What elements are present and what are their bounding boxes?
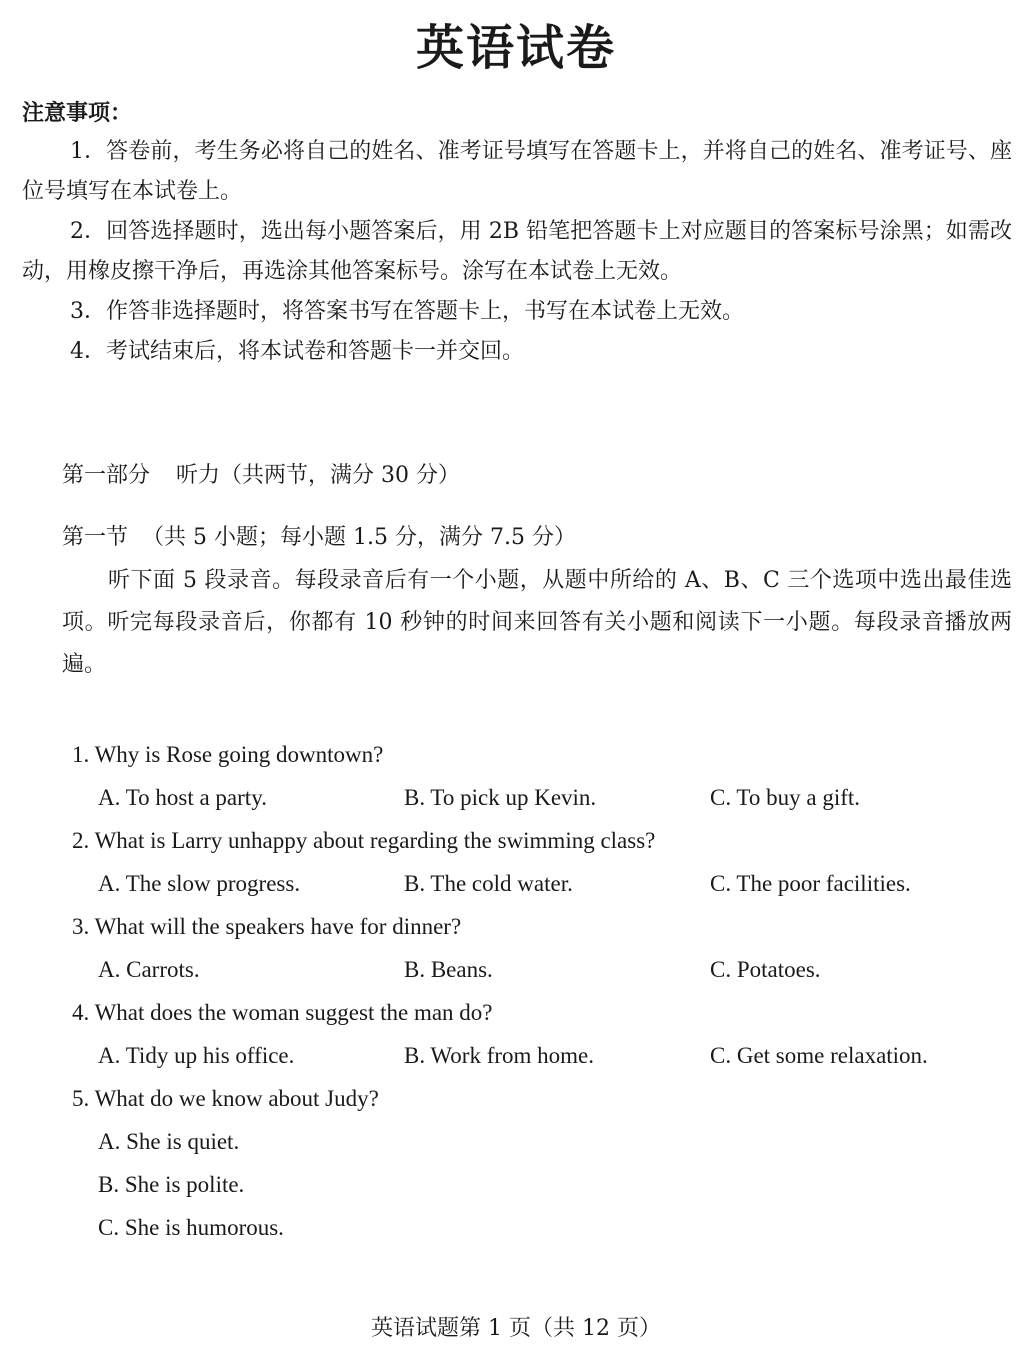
section-instructions: 听下面 5 段录音。每段录音后有一个小题，从题中所给的 A、B、C 三个选项中选出最佳选项。听完每段录音后，你都有 10 秒钟的时间来回答有关小题和阅读下一小题。每段录音播放两遍。	[62, 568, 1012, 677]
option-c: C. She is humorous.	[98, 1215, 284, 1240]
notice-heading: 注意事项：	[22, 100, 133, 126]
question-stem: 4. What does the woman suggest the man do?	[72, 1000, 493, 1025]
option-b: B. She is polite.	[98, 1172, 245, 1197]
section-title: （共 5 小题；每小题 1.5 分，满分 7.5 分）	[142, 525, 576, 550]
notice-item: 1．答卷前，考生务必将自己的姓名、准考证号填写在答题卡上，并将自己的姓名、准考证号、座位号填写在本试卷上。	[22, 139, 1012, 204]
question-options	[72, 776, 972, 819]
option-a: A. Tidy up his office.	[98, 1043, 295, 1068]
question-list	[72, 733, 972, 1249]
question-options	[72, 1034, 972, 1077]
section-name: 第一节	[62, 525, 129, 550]
option-a: A. The slow progress.	[98, 871, 301, 896]
notice-item: 4．考试结束后，将本试卷和答题卡一并交回。	[70, 339, 524, 364]
option-c: C. To buy a gift.	[710, 785, 861, 810]
notice-list	[22, 132, 1012, 372]
question-options	[72, 862, 972, 905]
option-a: A. She is quiet.	[98, 1129, 240, 1154]
option-c: C. Get some relaxation.	[710, 1043, 928, 1068]
option-b: B. Work from home.	[404, 1043, 595, 1068]
question-stem: 1. Why is Rose going downtown?	[72, 742, 384, 767]
option-c: C. Potatoes.	[710, 957, 821, 982]
question-options	[72, 948, 972, 991]
option-b: B. Beans.	[404, 957, 493, 982]
question-stem: 3. What will the speakers have for dinner?	[72, 914, 462, 939]
page-title: 英语试卷	[415, 20, 616, 76]
page-footer: 英语试题第 1 页（共 12 页）	[371, 1316, 661, 1341]
notice-item: 3．作答非选择题时，将答案书写在答题卡上，书写在本试卷上无效。	[70, 299, 744, 324]
question-stem: 5. What do we know about Judy?	[72, 1086, 379, 1111]
option-c: C. The poor facilities.	[710, 871, 911, 896]
option-a: A. To host a party.	[98, 785, 267, 810]
section-heading	[62, 520, 576, 556]
option-b: B. The cold water.	[404, 871, 573, 896]
option-b: B. To pick up Kevin.	[404, 785, 597, 810]
question-stem: 2. What is Larry unhappy about regarding the swimming class?	[72, 828, 656, 853]
part-title: 听力（共两节，满分 30 分）	[176, 463, 460, 488]
option-a: A. Carrots.	[98, 957, 200, 982]
part-name: 第一部分	[62, 463, 151, 488]
part-heading	[62, 458, 460, 494]
notice-item: 2．回答选择题时，选出每小题答案后，用 2B 铅笔把答题卡上对应题目的答案标号涂黑；如需改动，用橡皮擦干净后，再选涂其他答案标号。涂写在本试卷上无效。	[22, 219, 1012, 284]
